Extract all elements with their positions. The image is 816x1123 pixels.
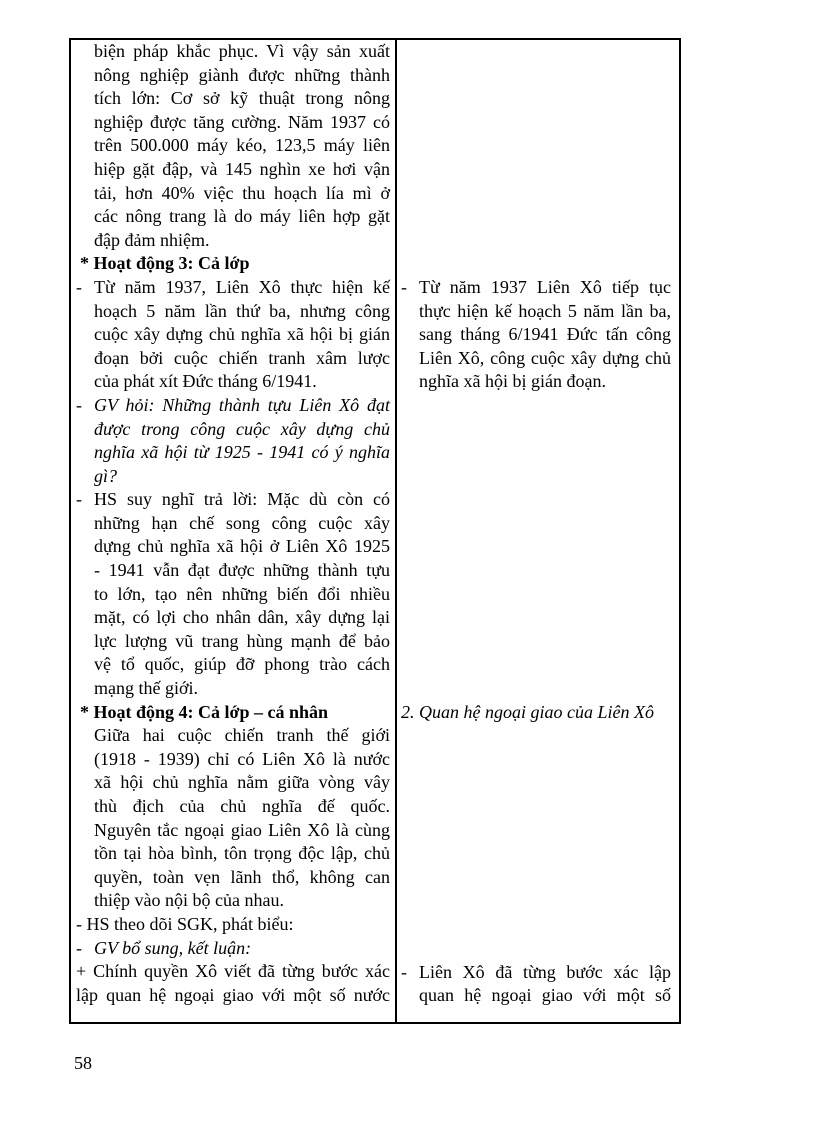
text-line: Nguyên tắc ngoại giao Liên Xô là cùng — [94, 819, 390, 840]
text-line: của phát xít Đức tháng 6/1941. — [94, 371, 317, 392]
text-line: (1918 - 1939) chỉ có Liên Xô là nước — [94, 748, 390, 769]
student-follow-text: - HS theo dõi SGK, phát biểu: — [76, 913, 294, 934]
text-line: những hạn chế song công cuộc xây — [94, 512, 390, 533]
text-line: nghĩa xã hội bị gián đoạn. — [419, 371, 606, 392]
text-line: cuộc xây dựng chủ nghĩa xã hội bị gián — [94, 324, 390, 345]
lesson-table — [69, 38, 681, 1024]
text-line: thù địch của chủ nghĩa đế quốc. — [94, 796, 390, 816]
text-line: tồn tại hòa bình, tôn trọng độc lập, chủ — [94, 843, 390, 864]
column-divider — [395, 40, 397, 1022]
text-line: tích lớn: Cơ sở kỹ thuật trong nông — [94, 88, 390, 109]
text-line: quyền, toàn vẹn lãnh thổ, không can — [94, 866, 390, 887]
text-line: vệ tổ quốc, giúp đỡ phong trào cách — [94, 654, 390, 675]
text-line: hiệp gặt đập, và 145 nghìn xe hơi vận — [94, 158, 390, 179]
right-column — [401, 40, 671, 1008]
text-line: thiệp vào nội bộ của nhau. — [94, 890, 284, 911]
dash-marker: - — [76, 937, 82, 958]
text-line: nghiệp được tăng cường. Năm 1937 có — [94, 111, 390, 132]
spacer — [401, 394, 671, 701]
text-line: được trong công cuộc xây dựng chủ — [94, 418, 390, 439]
text-line: đập đảm nhiệm. — [94, 229, 210, 250]
page-number: 58 — [74, 1053, 92, 1073]
spacer — [401, 725, 671, 961]
text-line: trên 500.000 máy kéo, 123,5 máy liên — [94, 135, 390, 156]
text-line: lập quan hệ ngoại giao với một số nước — [76, 984, 390, 1005]
text-line: hoạch 5 năm lần thứ ba, nhưng công — [94, 300, 390, 321]
dash-marker: - — [76, 489, 82, 510]
text-line: HS suy nghĩ trả lời: Mặc dù còn có — [94, 489, 390, 510]
text-line: dựng chủ nghĩa xã hội ở Liên Xô 1925 — [94, 536, 390, 557]
right-summary-2 — [401, 961, 671, 1008]
section-2-heading: 2. Quan hệ ngoại giao của Liên Xô — [401, 701, 654, 722]
text-line: + Chính quyền Xô viết đã từng bước xác — [76, 961, 390, 982]
paragraph-agriculture — [76, 40, 390, 252]
paragraph-five-year-plan — [76, 276, 390, 394]
text-line: GV bổ sung, kết luận: — [94, 937, 252, 958]
text-line: gì? — [94, 465, 118, 486]
student-answer — [76, 488, 390, 700]
text-line: thực hiện kế hoạch 5 năm lần ba, — [419, 300, 671, 321]
dash-marker: - — [401, 277, 407, 297]
text-line: mặt, có lợi cho nhân dân, xây dựng lại — [94, 607, 390, 628]
text-line: quan hệ ngoại giao với một số — [419, 985, 671, 1006]
left-column — [76, 40, 390, 1007]
text-line: biện pháp khắc phục. Vì vậy sản xuất — [94, 41, 390, 61]
text-line: to lớn, tạo nên những biến đổi nhiều — [94, 583, 390, 604]
paragraph-foreign-policy — [76, 724, 390, 913]
activity-3-heading: * Hoạt động 3: Cả lớp — [80, 253, 250, 274]
text-line: nông nghiệp giành được những thành — [94, 64, 390, 85]
text-line: GV hỏi: Những thành tựu Liên Xô đạt — [94, 394, 390, 415]
text-line: Giữa hai cuộc chiến tranh thế giới — [94, 725, 390, 746]
text-line: mạng thế giới. — [94, 678, 199, 699]
text-line: Liên Xô, công cuộc xây dựng chủ — [419, 347, 671, 368]
text-line: các nông trang là do máy liên hợp gặt — [94, 206, 390, 227]
dash-marker: - — [76, 276, 82, 297]
text-line: Liên Xô đã từng bước xác lập — [419, 961, 671, 982]
text-line: xã hội chủ nghĩa nằm giữa vòng vây — [94, 772, 390, 793]
spacer — [401, 40, 671, 276]
text-line: sang tháng 6/1941 Đức tấn công — [419, 324, 671, 345]
teacher-question — [76, 394, 390, 488]
text-line: Từ năm 1937 Liên Xô tiếp tục — [419, 277, 671, 297]
text-line: đoạn bởi cuộc chiến tranh xâm lược — [94, 347, 390, 368]
text-line: tải, hơn 40% việc thu hoạch lía mì ở — [94, 182, 390, 203]
dash-marker: - — [401, 961, 407, 982]
dash-marker: - — [76, 394, 82, 415]
text-line: lực lượng vũ trang hùng mạnh để bảo — [94, 630, 390, 651]
text-line: Từ năm 1937, Liên Xô thực hiện kế — [94, 276, 390, 297]
activity-4-heading: * Hoạt động 4: Cả lớp – cá nhân — [80, 701, 329, 722]
plus-point — [76, 960, 390, 1007]
text-line: nghĩa xã hội từ 1925 - 1941 có ý nghĩa — [94, 442, 390, 463]
right-summary-1 — [401, 276, 671, 394]
text-line: - 1941 vẫn đạt được những thành tựu — [94, 560, 390, 581]
teacher-conclusion — [76, 937, 390, 961]
